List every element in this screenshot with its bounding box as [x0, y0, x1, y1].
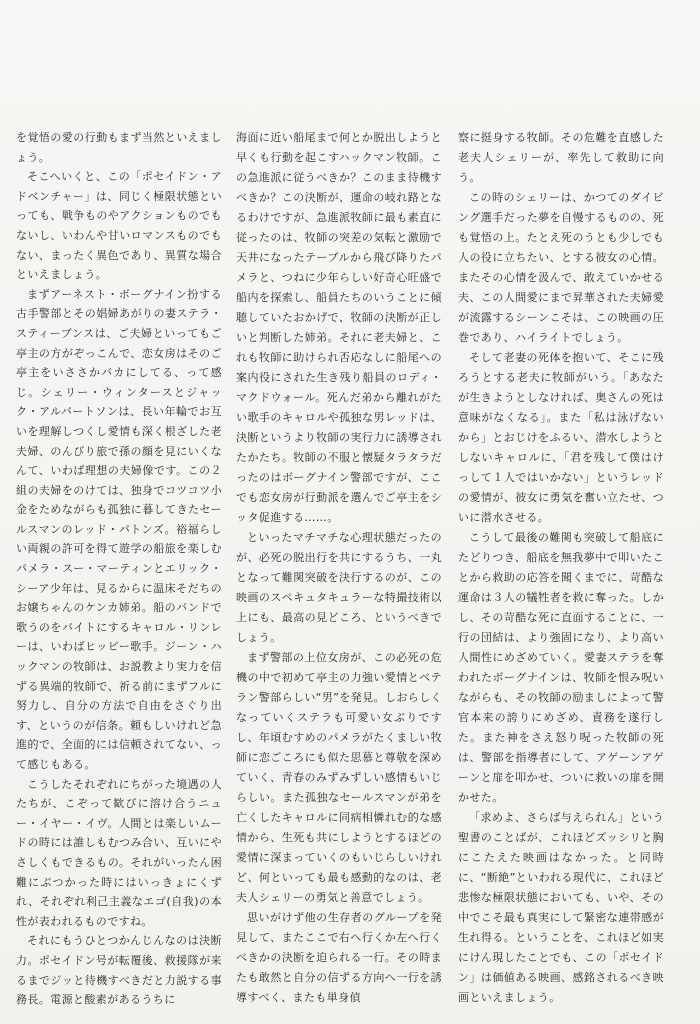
paragraph: こうしたそれぞれにちがった境遇の人たちが、こぞって歓びに溶け合うニュー・イヤー・イヴ。人間とは楽しいムードの時には誰しもむつみ合い、互いにやさしくもできるもの。それがいったん困難にぶつかった時にはいっきょにくずれ、それぞれ利己主義なエゴ(自我)の本性が表われるものですね。 [16, 777, 222, 928]
paragraph: 「求めよ、さらば与えられん」という聖書のことばが、これほどズッシリと胸にこたえた映画はなかった。と同時に、“断絶”といわれる現代に、これほど悲惨な極限状態においても、いや、その中でこそ最も真実にして緊密な連帯感が生れ得る。ということを、これほど如実にけん現したことでも、この「ポセイドン」は価値ある映画、感銘されるべき映画といえましょう。 [458, 811, 664, 1004]
paragraph: といったマチマチな心理状態だったのが、必死の脱出行を共にするうち、一丸となって難関突破を決行するのが、この映画のスペキュタキュラーな特撮技術以上にも、最高の見どころ、というべきでしょう。 [236, 531, 442, 644]
paragraph: まず警部の上位女房が、この必死の危機の中で初めて亭主の力強い愛情とベテラン警部らしい“男”を発見。しおらしくなっていくステラも可愛い女ぶりですし、年頃むすめのパメラがたくましい牧師に恋ごころにも似た思慕と尊敬を深めていく、青春のみずみずしい感情もいじらしい。また孤独なセールスマンが弟を亡くしたキャロルに同病相憐れむ的な感情から、生死も共にしようとするほどの愛情に深まっていくのもいじらしいけれど、何といっても最も感動的なのは、老夫人シェリーの勇気と善意でしょう。 [236, 651, 442, 904]
paragraph: まずアーネスト・ボーグナイン扮する古手警部とその娼婦あがりの妻ステラ・スティーブンスは、ご夫婦といってもご亭主の方がぞっこんで、恋女房はそのご亭主をいささかバカにしてる、って感じ。シェリー・ウィンタースとジャック・アルバートソンは、長い年輪でお互いを理解しつくし愛情も深く根ざした老夫婦、のんびり旅で孫の顔を見にいくなんて、いわば理想の夫婦像です。この２組の夫婦をのけては、独身でコツコツ小金をためながらも孤独に暮してきたセールスマンのレッド・バトンズ。裕福らしい両親の許可を得て遊学の船旅を楽しむパメラ・スー・マーティンとエリック・シーア少年は、見るからに温床そだちのお嬢ちゃんのケンカ姉弟。船のバンドで歌うのをバイトにするキャロル・リンレーは、いわばヒッピー歌手。ジーン・ハックマンの牧師は、お説教より実力を信ずる異端的牧師で、祈る前にまずフルに努力し、自分の方法で自由をさぐり出す、というのが信条。頼もしいけれど急進的で、全面的には信頼されてない、って感じもある。 [16, 287, 222, 771]
paragraph: 海面に近い船尾まで何とか脱出しようと早くも行動を起こすハックマン牧師。この急進派に従うべきか？このまま待機すべきか？この決断が、運命の岐れ路となるわけですが、急進派牧師に最も素直に従ったのは、牧師の突差の気転と激励で天井になったテーブルから飛び降りたパメラと、つねに少年らしい好奇心旺盛で船内を探索し、船員たちのいうことに傾聴していたおかげで、牧師の決断が正しいと判断した姉弟。それに老夫婦と、これも牧師に助けられ否応なしに船尾への案内役にされた生き残り船員のロディ・マクドウォール。死んだ弟から離れがたい歌手のキャロルや孤独な男レッドは、決断というより牧師の実行力に誘導されたかたち。牧師の不服と懐疑タラタラだったのはボーグナイン警部ですが、ここでも恋女房が行動派を選んでご亭主をシッタ促進する……。 [236, 131, 442, 524]
paragraph: そこへいくと、この「ポセイドン・アドベンチャー」は、同じく極限状態といっても、戦争ものやアクションものでもないし、いわんや甘いロマンスものでもない、まったく異色であり、異質な場合といえましょう。 [16, 170, 222, 282]
paragraph: を覚悟の愛の行動もまず当然といえましょう。 [16, 131, 222, 164]
text-column-2 [236, 128, 442, 1008]
paragraph: 察に挺身する牧師。その危難を直感した老夫人シェリーが、率先して救助に向う。 [458, 131, 664, 184]
paragraph: 思いがけず他の生存者のグループを発見して、またここで右へ行くか左へ行くべきかの決断を迫られる一行。その時またも敢然と自分の信ずる方向へ一行を誘導すべく、またも単身偵 [236, 911, 442, 1004]
paragraph: こうして最後の難関も突破して船底にたどりつき、船底を無我夢中で叩いたことから救助の応答を聞くまでに、苛酷な運命は３人の犠牲者を救に奪った。しかし、その苛酷な死に直面することに、一行の団結は、より強固になり、より高い人間性にめざめていく。愛妻ステラを奪われたボーグナインは、牧師を恨み呪いながらも、その牧師の励ましによって警官本来の誇りにめざめ、責務を遂行した。また神をさえ怒り呪った牧師の死は、警部を指導者にして、アゲーンアゲーンと扉を叩かせ、ついに救いの扉を開かせた。 [458, 531, 664, 804]
paragraph: この時のシェリーは、かつてのダイビング選手だった夢を自慢するものの、死も覚悟の上。たとえ死のうとも少しでも人の役に立ちたい、とする彼女の心情。またその心情を汲んで、敢えていかせる夫、この人間愛にまで昇華された夫婦愛が流露するシーンこそは、この映画の圧巻であり、ハイライトでしょう。 [458, 191, 664, 344]
paragraph: そして老妻の死体を抱いて、そこに残ろうとする老夫に牧師がいう。「あなたが生きようとしなければ、奥さんの死は意味がなくなる」。また「私は泳げないから」とおじけをふるい、潜水しようとしないキャロルに、「君を残して僕はけっして１人ではいかない」というレッドの愛情が、彼女に勇気を奮い立たせ、ついに潜水させる。 [458, 351, 664, 524]
text-column-3 [458, 128, 664, 1008]
text-column-1 [16, 128, 222, 1010]
paragraph: それにもうひとつかんじんなのは決断力。ポセイドン号が転覆後、救援隊が来るまでジッと待機すべきだと力説する事務長。電源と酸素があるうちに [16, 934, 222, 1007]
